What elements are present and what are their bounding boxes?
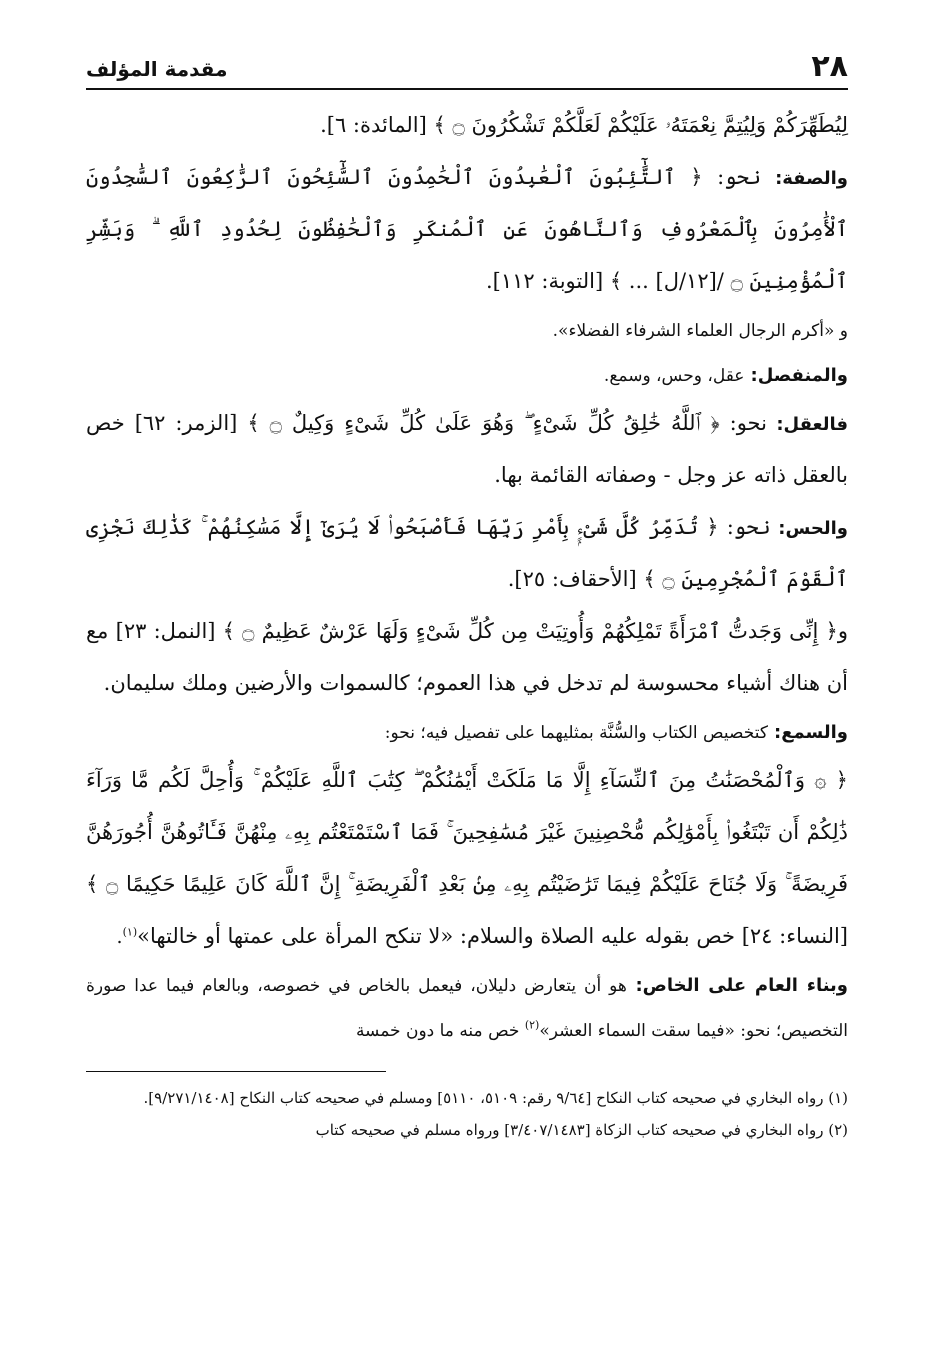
paragraph-munfasil — [86, 353, 848, 398]
term-bina: وبناء العام على الخاص: — [635, 975, 848, 996]
footnote-separator — [86, 1071, 386, 1072]
term-hiss: والحس: — [778, 518, 848, 539]
footnote-ref-1[interactable]: (١) — [122, 925, 138, 939]
term-munfasil: والمنفصل: — [750, 365, 848, 386]
paragraph-text: عقل، وحس، وسمع. — [603, 366, 745, 386]
paragraph-text: و «أكرم الرجال العلماء الشرفاء الفضلاء». — [552, 321, 848, 341]
footnotes — [86, 1082, 848, 1146]
footnote-2: (٢) رواه البخاري في صحيحه كتاب الزكاة [٣/٤٠٧/١٤٨٣] ورواه مسلم في صحيحه كتاب — [315, 1121, 848, 1139]
footnote-ref-2[interactable]: (٢) — [524, 1018, 540, 1032]
term-sam: والسمع: — [774, 722, 848, 743]
paragraph-tail: . — [116, 926, 123, 948]
paragraph-text: نحو: ﴿ ٱلتَّٰٓئِبُونَ ٱلْعَٰبِدُونَ ٱلْحَٰمِدُونَ ٱلسَّٰٓئِحُونَ ٱلرَّٰكِعُونَ ٱلسَّٰجِدُونَ ٱلْأَٰمِرُونَ بِٱلْمَعْرُوفِ وَٱلنَّاهُونَ عَنِ ٱلْمُنكَرِ وَٱلْحَٰفِظُونَ لِحُدُودِ ٱللَّهِ ۗ وَبَشِّرِ ٱلْمُؤْمِنِينَ ۝ /[١٢/ل] ... ﴾ [التوبة: ١١٢]. — [86, 165, 848, 293]
paragraph-text: نحو: ﴿ ٱللَّهُ خَٰلِقُ كُلِّ شَىْءٍ ۖ وَهُوَ عَلَىٰ كُلِّ شَىْءٍ وَكِيلٌ ۝ ﴾ [الزمر: ٦٢] خص بالعقل ذاته عز وجل - وصفاته القائمة بها. — [86, 411, 848, 487]
paragraph-naml — [86, 606, 848, 710]
paragraph-bina — [86, 963, 848, 1053]
paragraph-example — [86, 308, 848, 353]
paragraph-aql — [86, 398, 848, 502]
quran-verse: لِيُطَهِّرَكُمْ وَلِيُتِمَّ نِعْمَتَهُۥ عَلَيْكُمْ لَعَلَّكُمْ تَشْكُرُونَ ۝ ﴾ [المائدة: ٦]. — [320, 113, 848, 137]
main-text — [86, 100, 848, 1053]
running-title: مقدمة المؤلف — [86, 57, 228, 81]
book-page — [86, 40, 848, 1146]
paragraph-text: نحو: ﴿ تُدَمِّرُ كُلَّ شَىْءٍۭ بِأَمْرِ رَبِّهَا فَأَصْبَحُوا۟ لَا يُرَىٰٓ إِلَّا مَسَٰكِنُهُمْ ۚ كَذَٰلِكَ نَجْزِى ٱلْقَوْمَ ٱلْمُجْرِمِينَ ۝ ﴾ [الأحقاف: ٢٥]. — [86, 515, 848, 591]
paragraph-hiss — [86, 502, 848, 606]
page-number: ٢٨ — [811, 49, 848, 84]
page-header — [86, 40, 848, 90]
footnote-1: (١) رواه البخاري في صحيحه كتاب النكاح [٩/٦٤ رقم: ٥١٠٩، ٥١١٠] ومسلم في صحيحه كتاب النكاح [٩/٢٧١/١٤٠٨]. — [143, 1089, 848, 1107]
paragraph-text: كتخصيص الكتاب والسُّنَّة بمثليهما على تفصيل فيه؛ نحو: — [384, 723, 768, 743]
paragraph-tail: خص منه ما دون خمسة — [355, 1021, 525, 1041]
paragraph-text: هو أن يتعارض دليلان، فيعمل بالخاص في خصوصه، وبالعام فيما عدا صورة التخصيص؛ نحو: «فيما سقت السماء العشر» — [86, 976, 848, 1041]
paragraph-nisa — [86, 755, 848, 963]
term-sifa: والصفة: — [775, 168, 848, 189]
paragraph-sifa — [86, 152, 848, 308]
paragraph-text: ﴿ ۞ وَٱلْمُحْصَنَٰتُ مِنَ ٱلنِّسَآءِ إِلَّا مَا مَلَكَتْ أَيْمَٰنُكُمْ ۖ كِتَٰبَ ٱللَّهِ عَلَيْكُمْ ۚ وَأُحِلَّ لَكُم مَّا وَرَآءَ ذَٰلِكُمْ أَن تَبْتَغُوا۟ بِأَمْوَٰلِكُم مُّحْصِنِينَ غَيْرَ مُسَٰفِحِينَ ۚ فَمَا ٱسْتَمْتَعْتُم بِهِۦ مِنْهُنَّ فَـَٔاتُوهُنَّ أُجُورَهُنَّ فَرِيضَةً ۚ وَلَا جُنَاحَ عَلَيْكُمْ فِيمَا تَرَٰضَيْتُم بِهِۦ مِنۢ بَعْدِ ٱلْفَرِيضَةِ ۚ إِنَّ ٱللَّهَ كَانَ عَلِيمًا حَكِيمًا ۝ ﴾ [النساء: ٢٤] خص بقوله عليه الصلاة والسلام: «لا تنكح المرأة على عمتها أو خالتها» — [86, 768, 849, 948]
paragraph-verse-continuation — [86, 100, 848, 152]
paragraph-text: و﴿ إِنِّى وَجَدتُّ ٱمْرَأَةً تَمْلِكُهُمْ وَأُوتِيَتْ مِن كُلِّ شَىْءٍ وَلَهَا عَرْشٌ عَظِيمٌ ۝ ﴾ [النمل: ٢٣] مع أن هناك أشياء محسوسة لم تدخل في هذا العموم؛ كالسموات والأرضين وملك سليمان. — [86, 619, 849, 695]
paragraph-sam — [86, 710, 848, 755]
term-aql: فالعقل: — [776, 414, 848, 435]
